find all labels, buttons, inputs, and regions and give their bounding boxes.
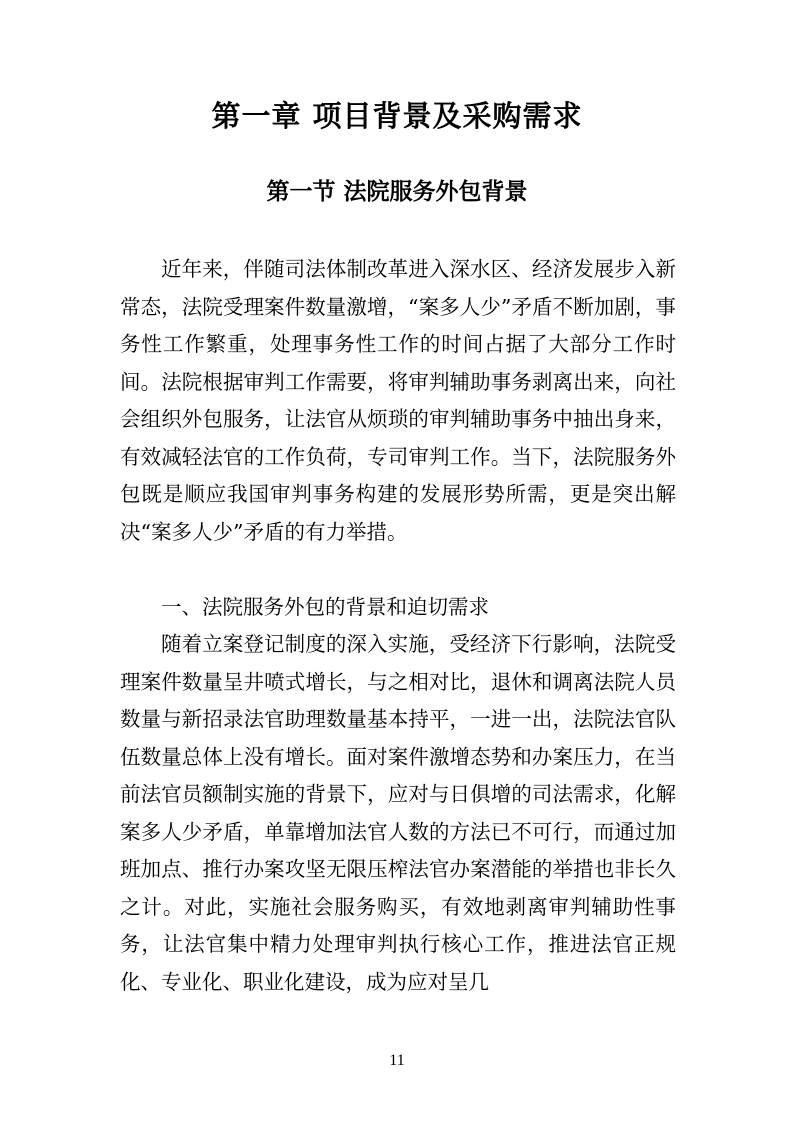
paragraph-demand: 随着立案登记制度的深入实施，受经济下行影响，法院受理案件数量呈井喷式增长，与之相对比，退休和调离法院人员数量与新招录法官助理数量基本持平，一进一出，法院法官队伍数量总体上没有增长。面对案件激增态势和办案压力，在当前法官员额制实施的背景下，应对与日俱增的司法需求，化解案多人少矛盾，单靠增加法官人数的方法已不可行，而通过加班加点、推行办案攻坚无限压榨法官办案潜能的举措也非长久之计。对此，实施社会服务购买，有效地剥离审判辅助性事务，让法官集中精力处理审判执行核心工作，推进法官正规化、专业化、职业化建设，成为应对呈几 <box>120 632 676 994</box>
chapter-title: 第一章 项目背景及采购需求 <box>211 99 583 133</box>
section-title: 第一节 法院服务外包背景 <box>266 178 528 205</box>
page-number: 11 <box>389 1052 405 1069</box>
paragraph-background: 近年来，伴随司法体制改革进入深水区、经济发展步入新常态，法院受理案件数量激增，“案多人少”矛盾不断加剧，事务性工作繁重，处理事务性工作的时间占据了大部分工作时间。法院根据审判工作需要，将审判辅助事务剥离出来，向社会组织外包服务，让法官从烦琐的审判辅助事务中抽出身来，有效减轻法官的工作负荷，专司审判工作。当下，法院服务外包既是顺应我国审判事务构建的发展形势所需，更是突出解决“案多人少”矛盾的有力举措。 <box>120 257 676 544</box>
subsection-heading: 一、法院服务外包的背景和迫切需求 <box>161 595 489 619</box>
